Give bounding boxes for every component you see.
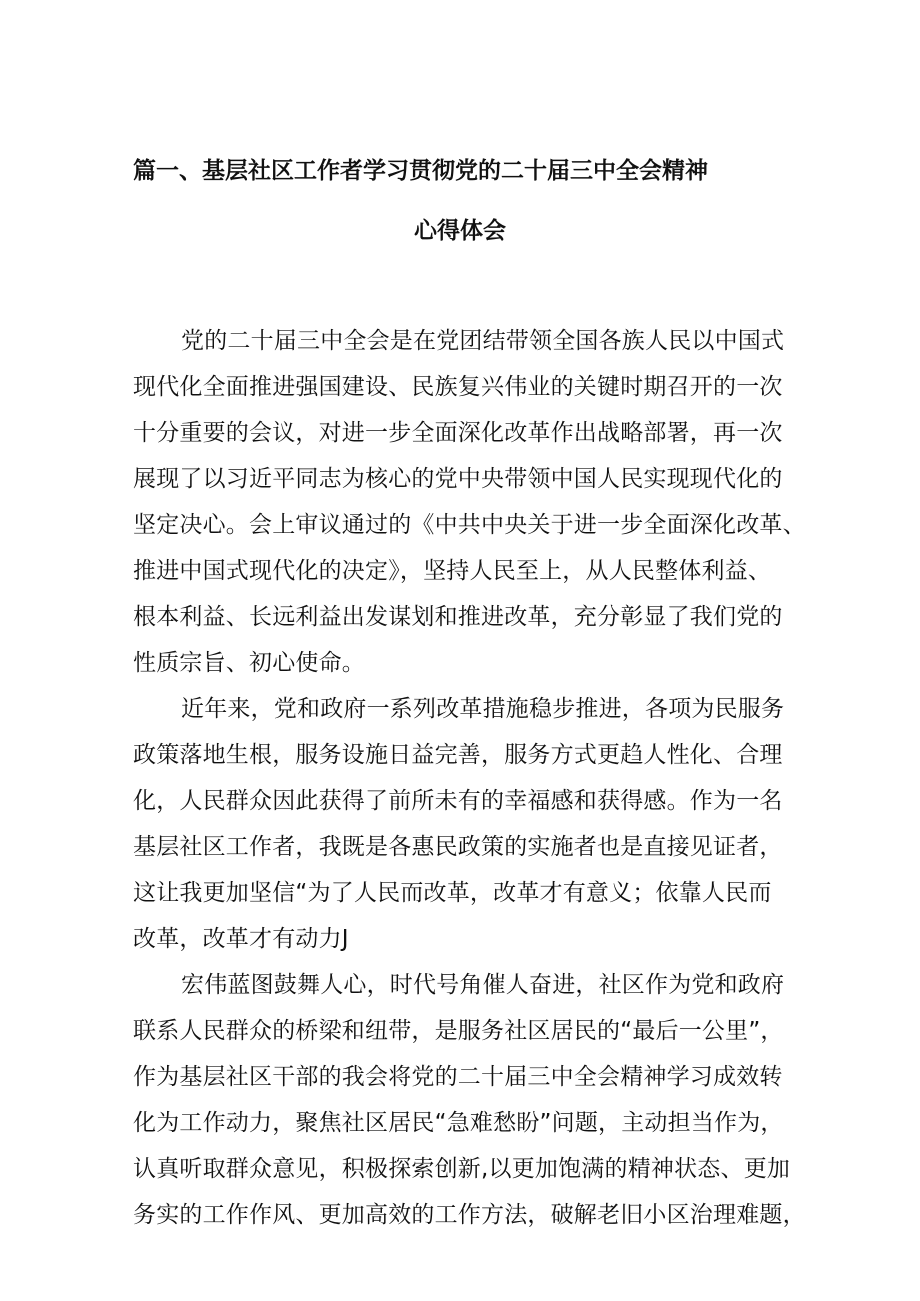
paragraph-line: 认真听取群众意见，积极探索创新,以更加饱满的精神状态、更加	[133, 1156, 791, 1182]
paragraph-line: 化为工作动力，聚焦社区居民“急难愁盼”问题，主动担当作为，	[133, 1110, 784, 1136]
paragraph-line: 基层社区工作者，我既是各惠民政策的实施者也是直接见证者，	[133, 834, 783, 860]
document-body	[133, 318, 806, 1238]
paragraph-line: 宏伟蓝图鼓舞人心，时代号角催人奋进，社区作为党和政府	[181, 972, 785, 998]
paragraph-line: 联系人民群众的桥梁和纽带，是服务社区居民的“最后一公里”，	[133, 1018, 784, 1044]
paragraph-line: 展现了以习近平同志为核心的党中央带领中国人民实现现代化的	[133, 466, 783, 492]
paragraph-line: 坚定决心。会上审议通过的《中共中央关于进一步全面深化改革、	[133, 512, 806, 538]
paragraph-line: 推进中国式现代化的决定》，坚持人民至上，从人民整体利益、	[133, 558, 772, 584]
paragraph-line: 近年来，党和政府一系列改革措施稳步推进，各项为民服务	[181, 696, 785, 722]
paragraph-line: 化，人民群众因此获得了前所未有的幸福感和获得感。作为一名	[133, 788, 783, 814]
paragraph-line: 改革，改革才有动力J	[133, 926, 349, 952]
paragraph-line: 务实的工作作风、更加高效的工作方法，破解老旧小区治理难题，	[133, 1202, 806, 1228]
paragraph-line: 根本利益、长远利益出发谋划和推进改革，充分彰显了我们党的	[133, 604, 783, 630]
paragraph-line: 性质宗旨、初心使命。	[133, 650, 365, 676]
document-title-line-1: 篇一、基层社区工作者学习贯彻党的二十届三中全会精神	[133, 158, 708, 184]
paragraph-line: 党的二十届三中全会是在党团结带领全国各族人民以中国式	[181, 328, 785, 354]
paragraph-line: 作为基层社区干部的我会将党的二十届三中全会精神学习成效转	[133, 1064, 783, 1090]
paragraph-line: 十分重要的会议，对进一步全面深化改革作出战略部署，再一次	[133, 420, 783, 446]
paragraph-line: 政策落地生根，服务设施日益完善，服务方式更趋人性化、合理	[133, 742, 783, 768]
paragraph-line: 现代化全面推进强国建设、民族复兴伟业的关键时期召开的一次	[133, 374, 783, 400]
paragraph-line: 这让我更加坚信“为了人民而改革，改革才有意义；依靠人民而	[133, 880, 772, 906]
document-title-line-2: 心得体会	[414, 218, 506, 244]
